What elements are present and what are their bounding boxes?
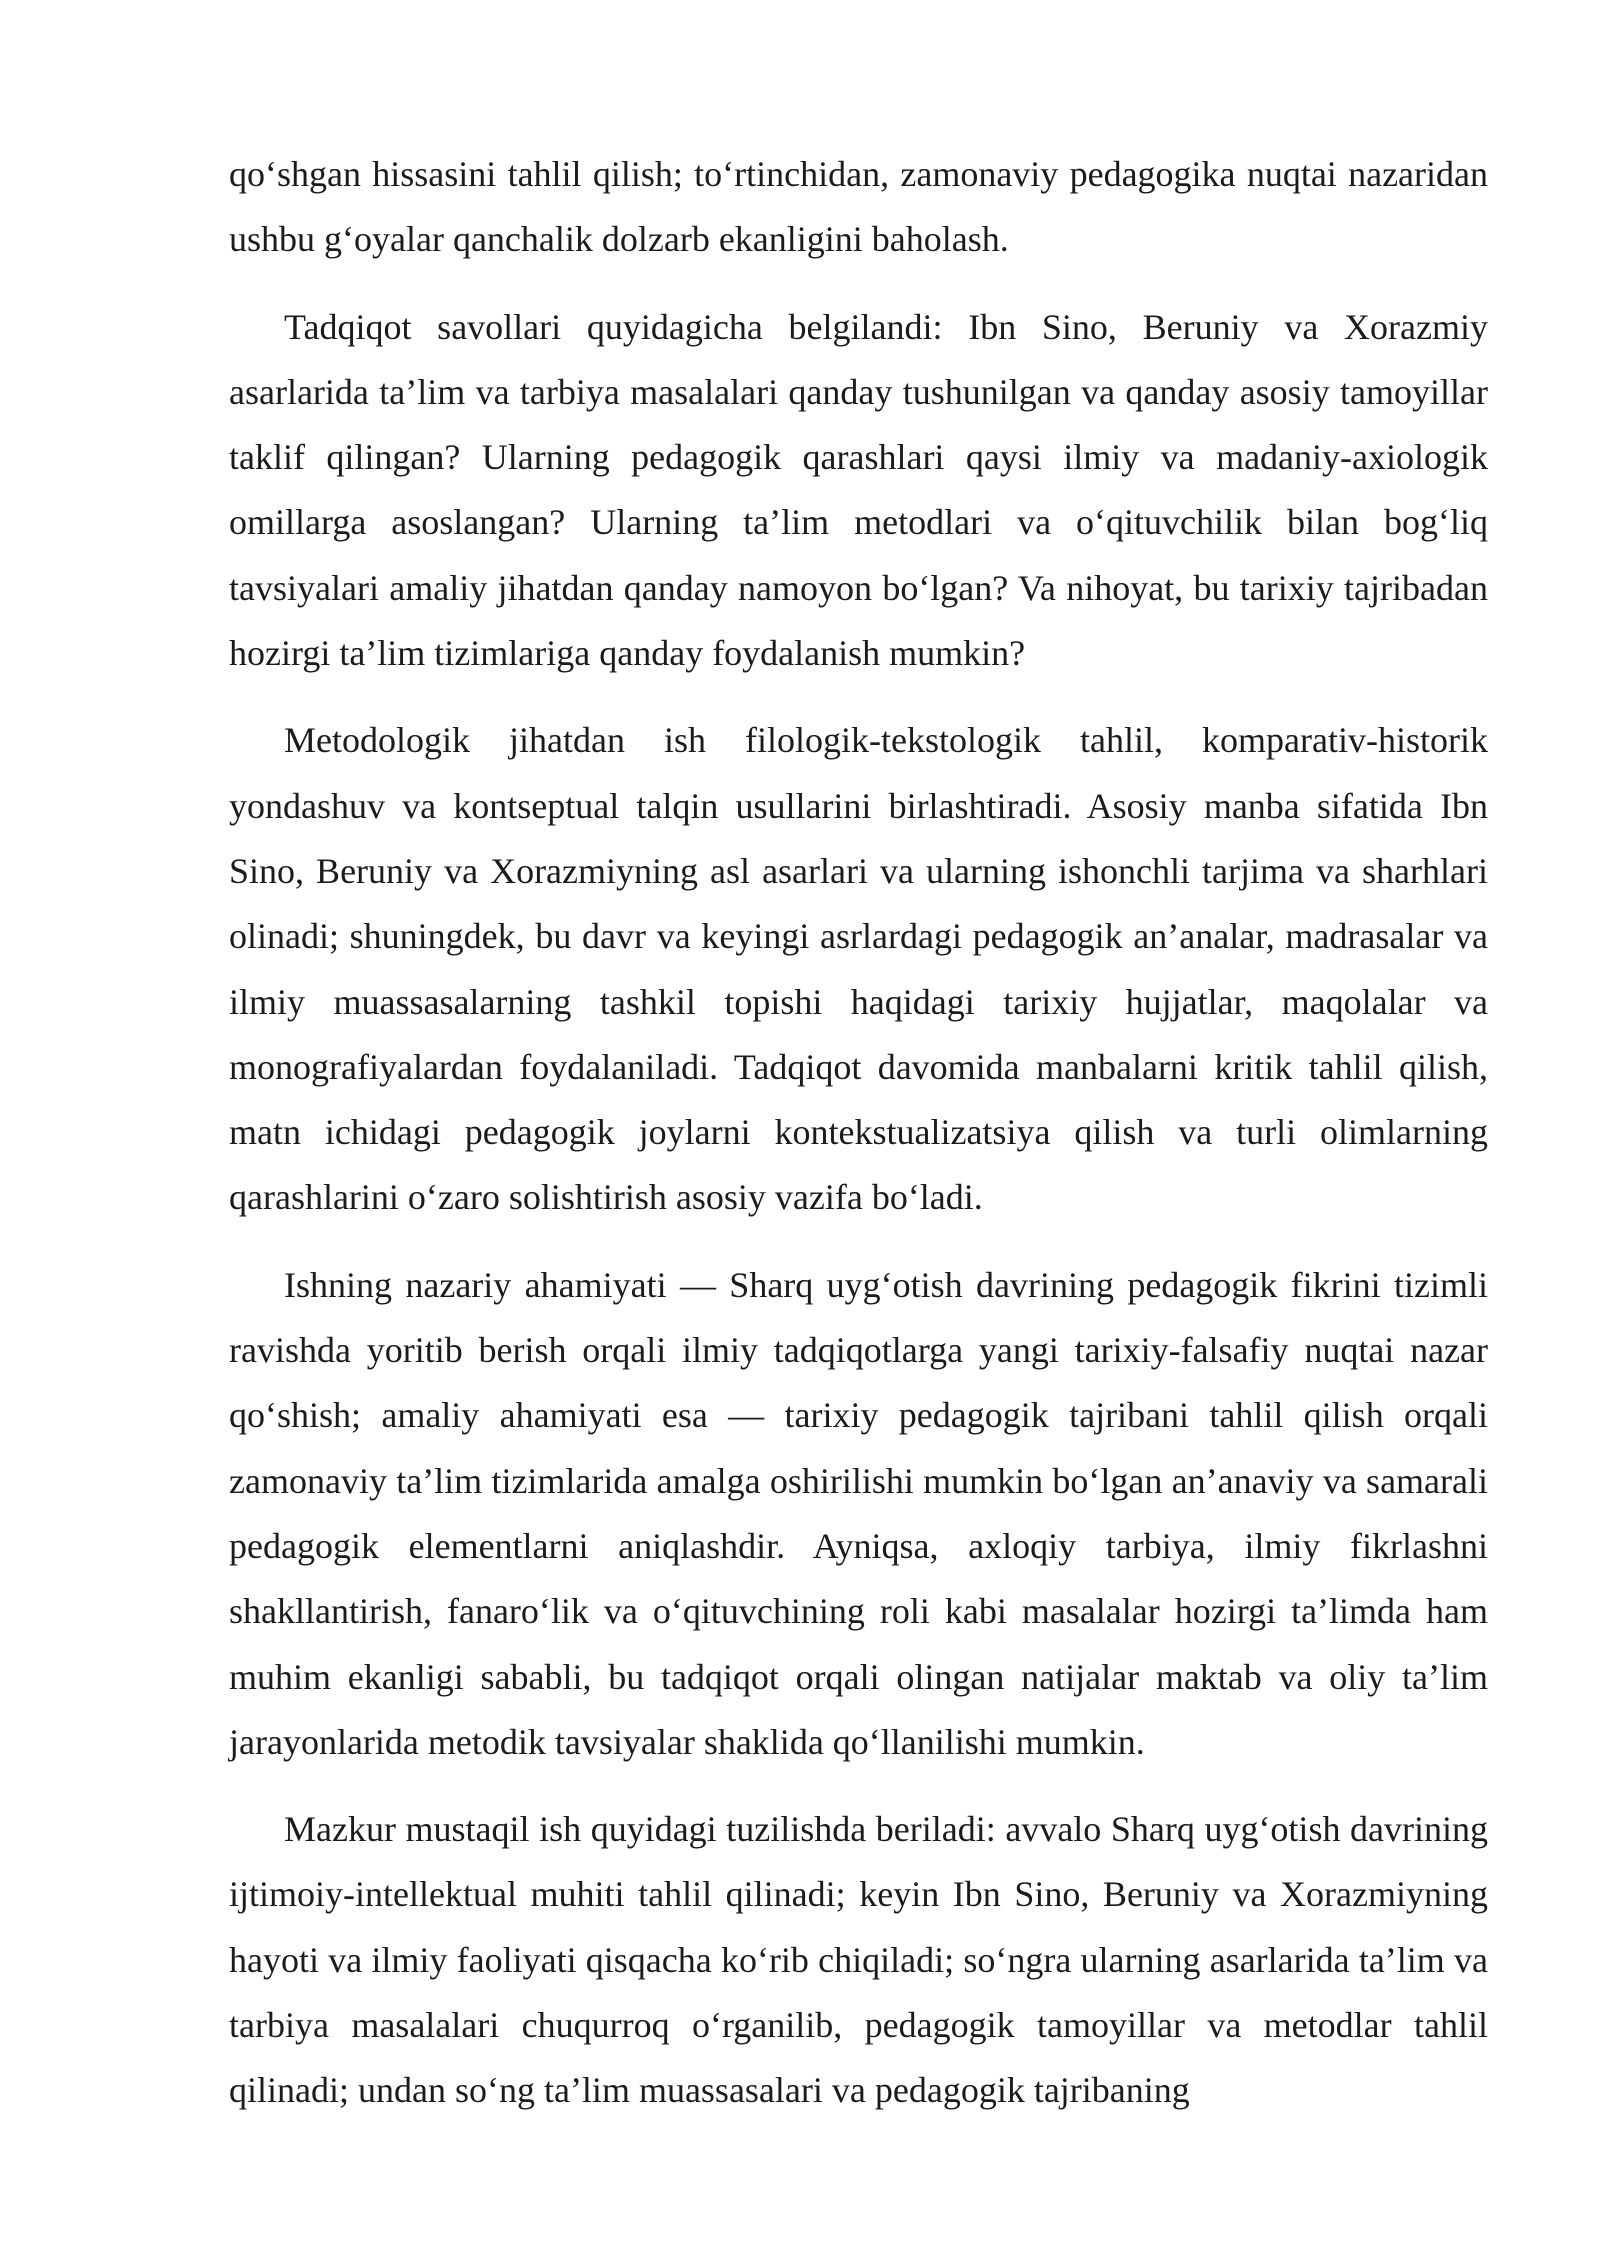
paragraph-5: Mazkur mustaqil ish quyidagi tuzilishda beriladi: avvalo Sharq uyg‘otish davrining ijtimoiy-intellektual muhiti tahlil qilinadi; keyin Ibn Sino, Beruniy va Xorazmiyning hayoti va ilmiy faoliyati qisqacha ko‘rib chiqiladi; so‘ngra ularning asarlarida ta’lim va tarbiya masalalari chuqurroq o‘rganilib, pedagogik tamoyillar va metodlar tahlil qilinadi; undan so‘ng ta’lim muassasalari va pedagogik tajribaning: [229, 1809, 1488, 2111]
paragraph-1: qo‘shgan hissasini tahlil qilish; to‘rtinchidan, zamonaviy pedagogika nuqtai nazaridan ushbu g‘oyalar qanchalik dolzarb ekanligini baholash.: [229, 154, 1488, 260]
paragraph-2: Tadqiqot savollari quyidagicha belgilandi: Ibn Sino, Beruniy va Xorazmiy asarlarida ta’lim va tarbiya masalalari qanday tushunilgan va qanday asosiy tamoyillar taklif qilingan? Ularning pedagogik qarashlari qaysi ilmiy va madaniy-axiologik omillarga asoslangan? Ularning ta’lim metodlari va o‘qituvchilik bilan bog‘liq tavsiyalari amaliy jihatdan qanday namoyon bo‘lgan? Va nihoyat, bu tarixiy tajribadan hozirgi ta’lim tizimlariga qanday foydalanish mumkin?: [229, 306, 1488, 674]
paragraph-3: Metodologik jihatdan ish filologik-tekstologik tahlil, komparativ-historik yondashuv va kontseptual talqin usullarini birlashtiradi. Asosiy manba sifatida Ibn Sino, Beruniy va Xorazmiyning asl asarlari va ularning ishonchli tarjima va sharhlari olinadi; shuningdek, bu davr va keyingi asrlardagi pedagogik an’analar, madrasalar va ilmiy muassasalarning tashkil topishi haqidagi tarixiy hujjatlar, maqolalar va monografiyalardan foydalaniladi. Tadqiqot davomida manbalarni kritik tahlil qilish, matn ichidagi pedagogik joylarni kontekstualizatsiya qilish va turli olimlarning qarashlarini o‘zaro solishtirish asosiy vazifa bo‘ladi.: [229, 720, 1488, 1218]
paragraph-4: Ishning nazariy ahamiyati — Sharq uyg‘otish davrining pedagogik fikrini tizimli ravishda yoritib berish orqali ilmiy tadqiqotlarga yangi tarixiy-falsafiy nuqtai nazar qo‘shish; amaliy ahamiyati esa — tarixiy pedagogik tajribani tahlil qilish orqali zamonaviy ta’lim tizimlarida amalga oshirilishi mumkin bo‘lgan an’anaviy va samarali pedagogik elementlarni aniqlashdir. Ayniqsa, axloqiy tarbiya, ilmiy fikrlashni shakllantirish, fanaro‘lik va o‘qituvchining roli kabi masalalar hozirgi ta’limda ham muhim ekanligi sababli, bu tadqiqot orqali olingan natijalar maktab va oliy ta’lim jarayonlarida metodik tavsiyalar shaklida qo‘llanilishi mumkin.: [229, 1264, 1488, 1762]
body-text: [229, 142, 1488, 2124]
